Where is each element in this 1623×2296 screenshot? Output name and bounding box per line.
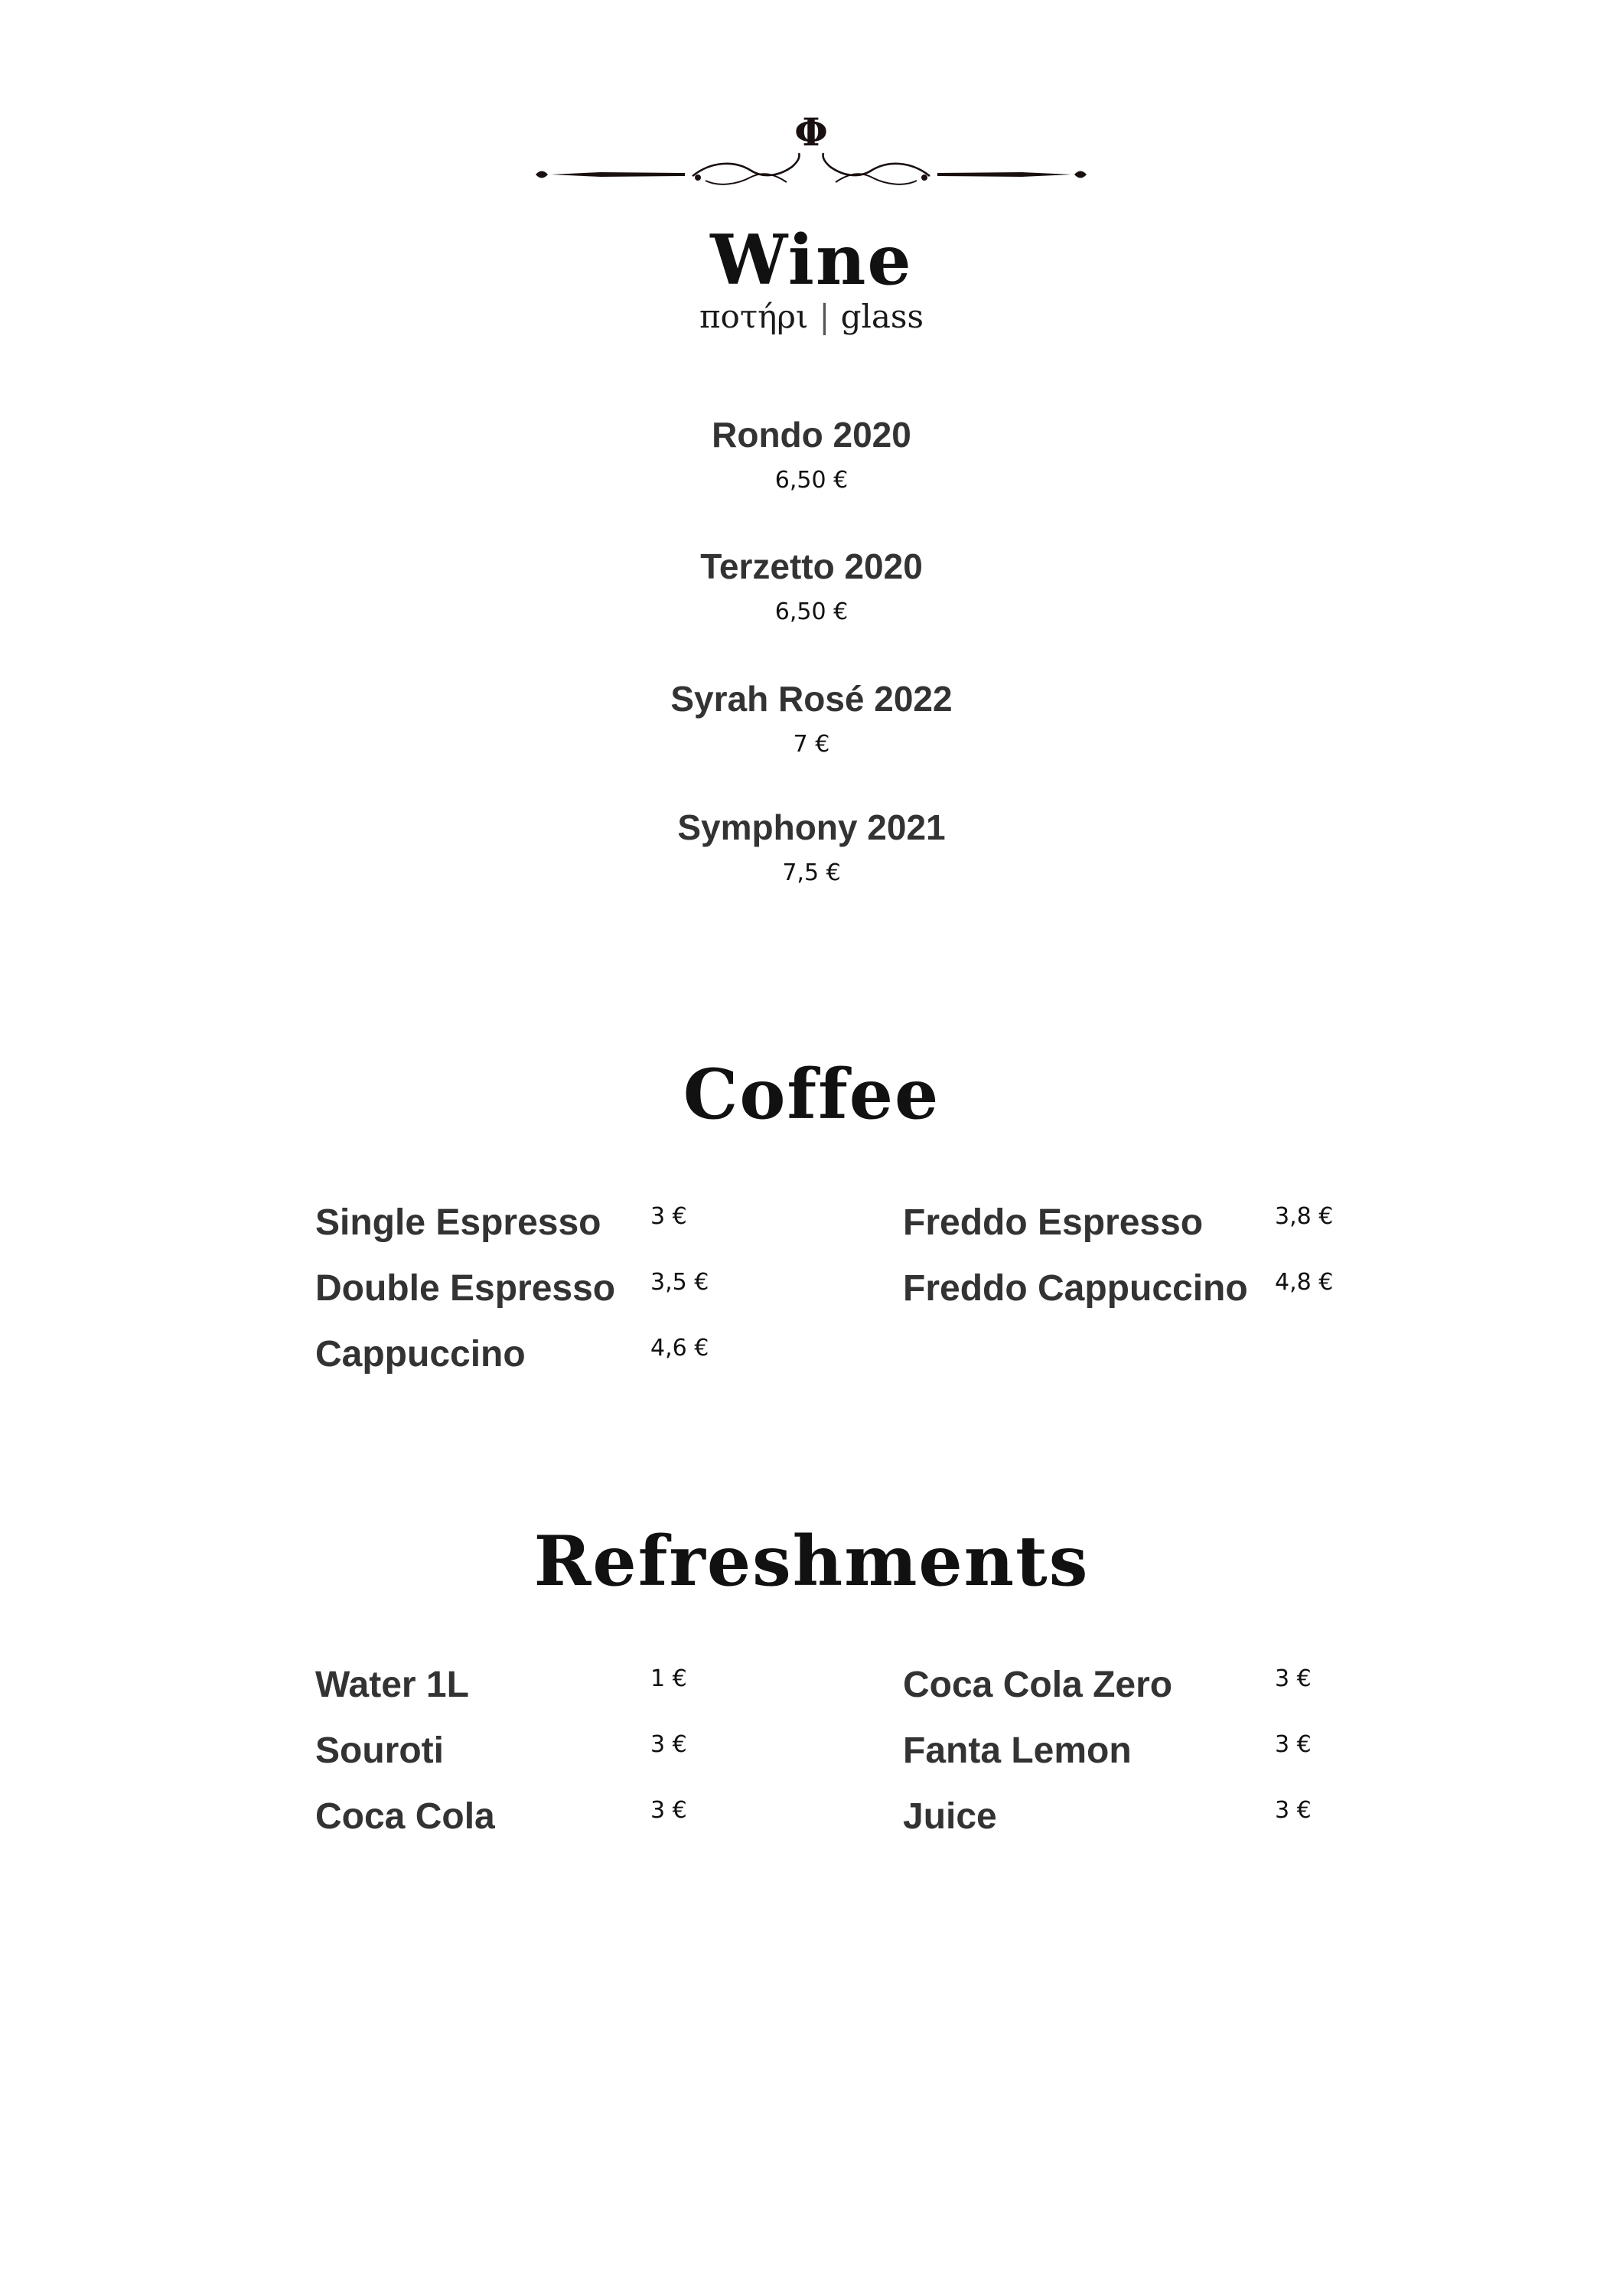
wine-name: Terzetto 2020 (700, 546, 923, 586)
item-name: Freddo Espresso (903, 1202, 1204, 1243)
item-name: Coca Cola (315, 1796, 495, 1837)
wine-name: Syrah Rosé 2022 (670, 679, 953, 719)
wine-name: Symphony 2021 (677, 807, 946, 847)
wine-subtitle-greek: ποτήρι (699, 298, 809, 335)
wine-price: 6,50 € (774, 467, 849, 494)
item-name: Cappuccino (315, 1334, 526, 1375)
item-price: 3,5 € (650, 1269, 709, 1296)
item-price: 3 € (650, 1203, 687, 1230)
item-name: Coca Cola Zero (903, 1665, 1173, 1705)
item-price: 4,8 € (1275, 1269, 1334, 1296)
item-price: 3 € (1275, 1665, 1312, 1692)
item-name: Single Espresso (315, 1202, 601, 1243)
phi-symbol: Φ (794, 109, 828, 155)
wine-price: 6,50 € (774, 598, 849, 625)
wine-item (0, 413, 1623, 496)
item-name: Fanta Lemon (903, 1730, 1132, 1771)
item-price: 3,8 € (1275, 1203, 1334, 1230)
wine-section-title: Wine (710, 220, 913, 301)
coffee-section-title: Coffee (683, 1054, 940, 1135)
item-price: 3 € (650, 1731, 687, 1758)
item-price: 4,6 € (650, 1335, 709, 1362)
item-name: Double Espresso (315, 1268, 616, 1309)
refreshments-section-title: Refreshments (533, 1521, 1090, 1602)
wine-price: 7 € (793, 731, 830, 758)
item-name: Freddo Cappuccino (903, 1268, 1248, 1309)
wine-subtitle (0, 297, 1623, 337)
wine-item (0, 677, 1623, 760)
wine-price: 7,5 € (782, 859, 841, 886)
item-name: Juice (903, 1796, 997, 1837)
wine-item (0, 545, 1623, 628)
item-name: Water 1L (315, 1665, 469, 1705)
item-name: Souroti (315, 1730, 444, 1771)
item-price: 3 € (1275, 1731, 1312, 1758)
wine-item (0, 806, 1623, 889)
phi-flourish-ornament-icon (528, 107, 1094, 207)
wine-name: Rondo 2020 (712, 415, 911, 455)
wine-subtitle-separator: | (819, 298, 830, 335)
wine-subtitle-english: glass (840, 298, 924, 335)
item-price: 3 € (1275, 1797, 1312, 1824)
item-price: 1 € (650, 1665, 687, 1692)
item-price: 3 € (650, 1797, 687, 1824)
